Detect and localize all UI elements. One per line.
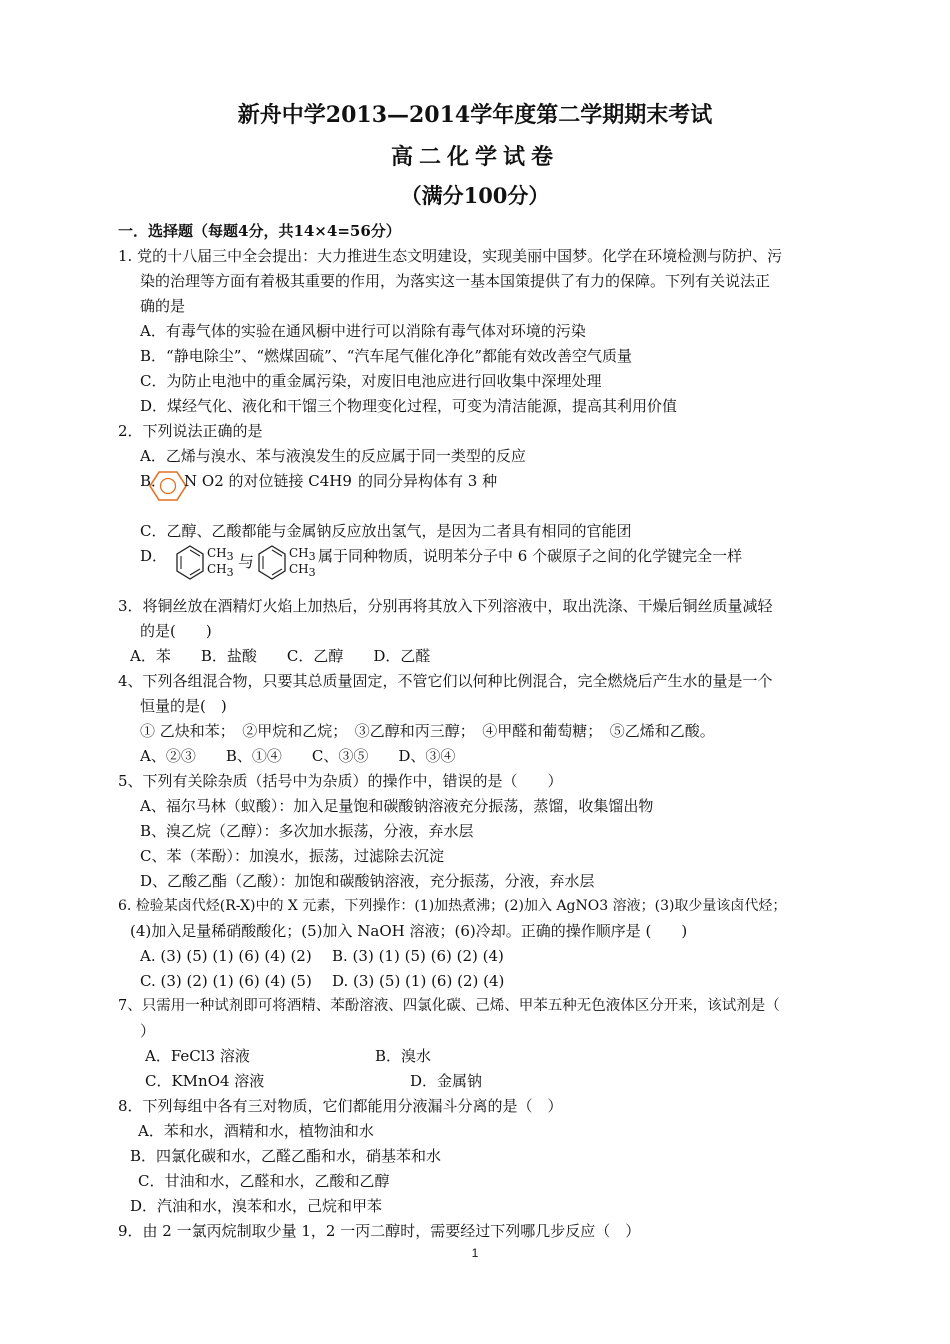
q7-option-d: D．金属钠 — [410, 1072, 483, 1090]
q4-stem-line2: 恒量的是( ) — [140, 697, 227, 715]
q2-d-right-methyl-1: CH3 — [289, 546, 316, 563]
q2-d-right-methyl-2: CH3 — [289, 562, 316, 579]
q2-option-d-label: D． — [140, 547, 168, 565]
q7-option-b: B．溴水 — [375, 1047, 432, 1065]
q3-options: A．苯 B．盐酸 C．乙醇 D．乙醛 — [130, 647, 431, 665]
q2-option-b-label: B． — [140, 472, 167, 490]
score-note: （满分100分） — [400, 183, 550, 208]
q8-option-d: D．汽油和水，溴苯和水，己烷和甲苯 — [130, 1197, 383, 1215]
q6-stem-line2: (4)加入足量稀硝酸酸化；(5)加入 NaOH 溶液；(6)冷却。正确的操作顺序是 ( ) — [130, 922, 688, 940]
q2-d-left-methyl-1: CH3 — [207, 546, 234, 563]
q1-stem-line2: 染的治理等方面有着极其重要的作用，为落实这一基本国策提供了有力的保障。下列有关说法正 — [140, 272, 771, 290]
q5-option-b: B、溴乙烷（乙醇）：多次加水振荡，分液，弃水层 — [140, 822, 474, 840]
q6-option-a: A. (3) (5) (1) (6) (4) (2) — [140, 947, 312, 965]
q2-option-b-text-pre: N O2 的对位链接 C4H9 — [184, 472, 352, 490]
page-number: 1 — [471, 1246, 479, 1260]
q1-option-d: D．煤经气化、液化和干馏三个物理变化过程，可变为清洁能源，提高其利用价值 — [140, 397, 678, 415]
q2-d-conjunction: 与 — [238, 552, 255, 571]
q1-stem-line3: 确的是 — [140, 297, 186, 315]
q5-option-c: C、苯（苯酚）：加溴水，振荡，过滤除去沉淀 — [140, 847, 444, 865]
q7-stem-line1: 7、只需用一种试剂即可将酒精、苯酚溶液、四氯化碳、己烯、甲苯五种无色液体区分开来，该试剂是（ — [118, 998, 780, 1014]
q7-option-a: A．FeCl3 溶液 — [145, 1047, 250, 1065]
xylene-ring-right-icon — [256, 544, 288, 582]
q6-option-c: C. (3) (2) (1) (6) (4) (5) — [140, 972, 312, 990]
q2-option-a: A．乙烯与溴水、苯与液溴发生的反应属于同一类型的反应 — [140, 447, 526, 465]
q5-stem: 5、下列有关除杂质（括号中为杂质）的操作中，错误的是（ ） — [118, 772, 563, 790]
q8-option-c: C．甘油和水，乙醛和水，乙酸和乙醇 — [138, 1172, 390, 1190]
q8-option-a: A．苯和水，酒精和水，植物油和水 — [138, 1122, 374, 1140]
q1-stem-line1: 1. 党的十八届三中全会提出：大力推进生态文明建设，实现美丽中国梦。化学在环境检测与防护、污 — [118, 247, 783, 265]
q2-option-c: C．乙醇、乙酸都能与金属钠反应放出氢气，是因为二者具有相同的官能团 — [140, 522, 632, 540]
q2-d-left-methyl-2: CH3 — [207, 562, 234, 579]
q7-stem-line2: ） — [140, 1022, 156, 1040]
q6-stem-line1: 6. 检验某卤代烃(R-X)中的 X 元素，下列操作：(1)加热煮沸；(2)加入 AgNO3 溶液；(3)取少量该卤代烃； — [118, 898, 787, 914]
q4-items: ① 乙炔和苯； ②甲烷和乙烷； ③乙醇和丙三醇； ④甲醛和葡萄糖； ⑤乙烯和乙酸。 — [140, 722, 715, 740]
q6-option-d: D. (3) (5) (1) (6) (2) (4) — [332, 972, 505, 990]
q2-option-b-text-post: 的同分异构体有 3 种 — [358, 472, 498, 490]
q9-stem: 9．由 2 一氯丙烷制取少量 1，2 一丙二醇时，需要经过下列哪几步反应（ ） — [118, 1222, 641, 1240]
paper-title: 高二化学试卷 — [390, 144, 559, 170]
xylene-ring-left-icon — [174, 544, 206, 582]
q3-stem-line2: 的是( ) — [140, 622, 212, 640]
q7-option-c: C．KMnO4 溶液 — [145, 1072, 265, 1090]
school-title: 新舟中学2013—2014学年度第二学期期末考试 — [237, 102, 713, 128]
q6-option-b: B. (3) (1) (5) (6) (2) (4) — [332, 947, 504, 965]
q4-stem-line1: 4、下列各组混合物，只要其总质量固定，不管它们以何种比例混合，完全燃烧后产生水的量是一个 — [118, 672, 773, 690]
q5-option-a: A、福尔马林（蚁酸）：加入足量饱和碳酸钠溶液充分振荡，蒸馏，收集馏出物 — [140, 797, 654, 815]
q1-option-c: C．为防止电池中的重金属污染，对废旧电池应进行回收集中深埋处理 — [140, 372, 602, 390]
section-heading: 一．选择题（每题4分，共14×4=56分） — [118, 222, 401, 240]
q2-stem: 2．下列说法正确的是 — [118, 422, 263, 440]
q8-stem: 8．下列每组中各有三对物质，它们都能用分液漏斗分离的是（ ） — [118, 1097, 563, 1115]
q1-option-b: B．“静电除尘”、“燃煤固硫”、“汽车尾气催化净化”都能有效改善空气质量 — [140, 347, 633, 365]
q5-option-d: D、乙酸乙酯（乙酸）：加饱和碳酸钠溶液，充分振荡，分液，弃水层 — [140, 872, 595, 890]
q1-option-a: A．有毒气体的实验在通风橱中进行可以消除有毒气体对环境的污染 — [140, 322, 586, 340]
q3-stem-line1: 3．将铜丝放在酒精灯火焰上加热后，分别再将其放入下列溶液中，取出洗涤、干燥后铜丝质量减轻 — [118, 597, 773, 615]
q8-option-b: B．四氯化碳和水，乙醛乙酯和水，硝基苯和水 — [130, 1147, 442, 1165]
q4-options: A、②③ B、①④ C、③⑤ D、③④ — [140, 747, 456, 765]
q2-option-d-text: 属于同种物质，说明苯分子中 6 个碳原子之间的化学键完全一样 — [318, 547, 743, 565]
